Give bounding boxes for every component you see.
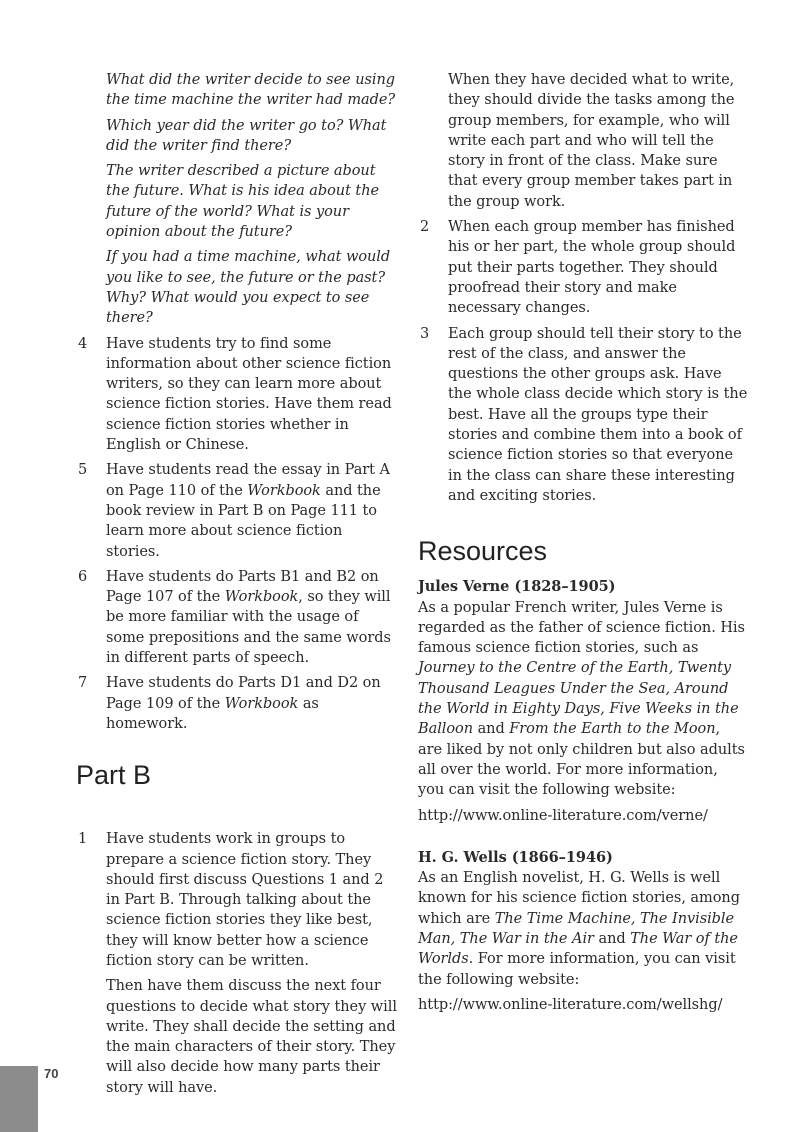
list-item-text: Each group should tell their story to the rest of the class, and answer the questions the other groups ask. Have the whole class decide which story is the best. Have all the groups type their stories and combine them into a book of science fiction stories so that everyone in the class can share these interesting and exciting stories. [448, 325, 748, 504]
workbook-title: Workbook [247, 482, 321, 499]
workbook-title: Workbook [224, 695, 299, 712]
wells-title [418, 848, 748, 868]
wells-works-1: The Time Machine, The Invisible Man, The War in the Air [418, 910, 735, 947]
list-item-4 [76, 334, 398, 456]
list-item-text: Have students work in groups to prepare a science fiction story. They should first discuss Questions 1 and 2 in Part B. Through talking about the science fiction stories they like best, they will know better how a science fiction story can be written. [106, 831, 384, 969]
workbook-title: Workbook [224, 589, 299, 606]
part-b-list-item-3 [418, 324, 748, 507]
wells-url: http://www.online-literature.com/wellshg/ [418, 996, 723, 1013]
verne-title-text: Jules Verne (1828–1905) [418, 578, 616, 596]
list-item-7 [76, 673, 398, 734]
page-number: 70 [44, 1066, 59, 1081]
list-item-text: Have students try to find some information about other science fiction writers, so they can learn more about science fiction stories. Have them read science fiction stories whether in English or Chinese. [106, 335, 392, 454]
part-b-heading: Part B [76, 760, 152, 791]
list-number: 5 [78, 462, 88, 479]
list-item-text-post: , so they will be more familiar with the usage of some prepositions and the same words in different parts of speech. [106, 589, 391, 667]
verne-and: and [473, 721, 510, 738]
resources-heading: Resources [418, 536, 548, 567]
right-column [418, 70, 748, 1020]
wells-text-2: . For more information, you can visit the following website: [418, 951, 736, 988]
verne-works-2: From the Earth to the Moon [509, 721, 716, 738]
verne-text-1: As a popular French writer, Jules Verne is regarded as the father of science fiction. His famous science fiction stories, such as [418, 599, 745, 657]
list-item-text-post: and the book review in Part B on Page 111 to learn more about science fiction stories. [106, 482, 381, 560]
left-column [76, 70, 398, 1103]
list-item-6 [76, 567, 398, 668]
list-number: 4 [78, 335, 88, 352]
verne-title [418, 577, 748, 597]
list-item-5 [76, 460, 398, 561]
verne-text-2: , are liked by not only children but also adults all over the world. For more information, you can visit the following website: [418, 721, 745, 799]
list-item-text-pre: Have students read the essay in Part A on Page 110 of the [106, 462, 390, 499]
list-item-text-pre: Have students do Parts B1 and B2 on Page 107 of the [106, 568, 379, 606]
verne-works-1: Journey to the Centre of the Earth, Twenty Thousand Leagues Under the Sea, Around the World in Eighty Days, Five Weeks in the Balloon [418, 660, 739, 738]
list-number: 1 [78, 831, 88, 848]
item1-continued: When they have decided what to write, they should divide the tasks among the group members, for example, who will write each part and who will tell the story in front of the class. Make sure that every group member takes part in the group work. [448, 72, 735, 210]
list-item-text-pre: Have students do Parts D1 and D2 on Page 109 of the [106, 675, 381, 712]
footer-bar [0, 1066, 38, 1132]
part-b-list-item-2 [418, 217, 748, 318]
wells-description [418, 868, 748, 990]
list-number: 3 [420, 325, 430, 342]
wells-and: and [593, 930, 631, 947]
verne-url: http://www.online-literature.com/verne/ [418, 807, 708, 824]
question-4: If you had a time machine, what would you like to see, the future or the past? Why? What would you expect to see there? [106, 249, 391, 327]
list-number: 7 [78, 675, 88, 692]
part-b-list-item-1 [76, 829, 398, 971]
wells-title-text: H. G. Wells (1866–1946) [418, 848, 613, 866]
list-item-text-post: as homework. [106, 695, 319, 732]
question-2: Which year did the writer go to? What did the writer find there? [106, 117, 387, 154]
list-item-text: When each group member has finished his or her part, the whole group should put their parts together. They should proofread their story and make necessary changes. [448, 219, 736, 317]
list-number: 6 [78, 568, 88, 585]
question-1: What did the writer decide to see using the time machine the writer had made? [106, 72, 396, 109]
verne-description [418, 598, 748, 801]
wells-text-1: As an English novelist, H. G. Wells is well known for his science fiction stories, among which are [418, 870, 740, 927]
part-b-item1-continued: Then have them discuss the next four questions to decide what story they will write. They shall decide the setting and the main characters of their story. They will also decide how many parts their story will have. [106, 978, 397, 1096]
list-number: 2 [420, 219, 430, 236]
wells-works-2: The War of the Worlds [418, 930, 738, 968]
question-3: The writer described a picture about the future. What is his idea about the future of the world? What is your opinion about the future? [106, 163, 380, 241]
